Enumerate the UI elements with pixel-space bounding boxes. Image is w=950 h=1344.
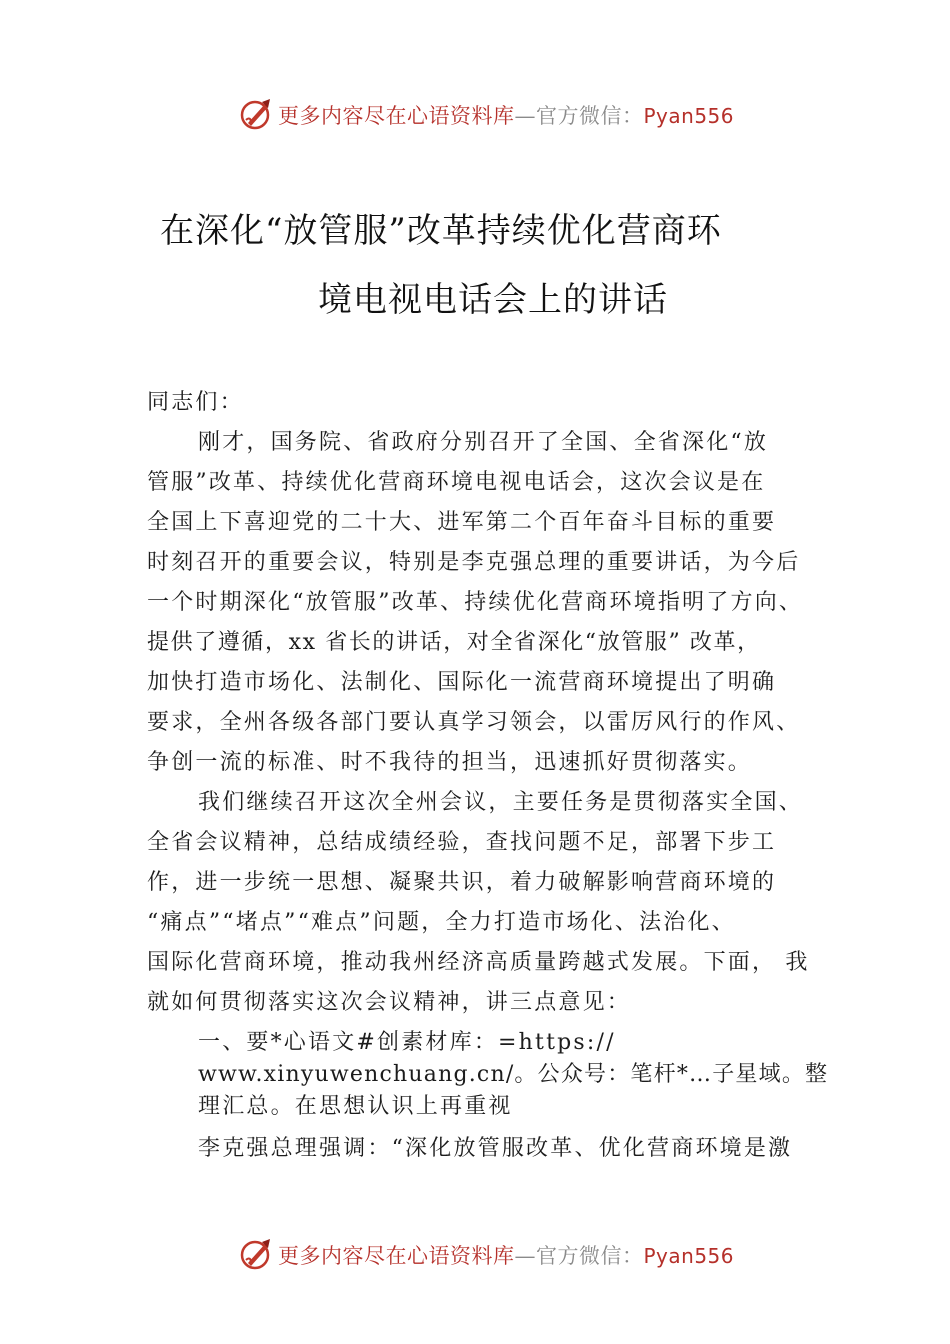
banner-dash-text: —官方微信：	[514, 104, 644, 128]
document-title-line-1: 在深化“放管服”改革持续优化营商环	[160, 211, 722, 251]
body-line: 国际化营商环境，推动我州经济高质量跨越式发展。下面， 我	[147, 950, 810, 975]
banner-wechat-id: Pyan556	[643, 104, 735, 128]
body-line: 就如何贯彻落实这次会议精神，讲三点意见：	[147, 990, 632, 1015]
body-line: 全国上下喜迎党的二十大、进军第二个百年奋斗目标的重要	[147, 510, 777, 535]
banner-main-text: 更多内容尽在心语资料库	[278, 1244, 515, 1268]
body-line: 刚才，国务院、省政府分别召开了全国、全省深化“放	[198, 430, 769, 455]
body-line: 加快打造市场化、法制化、国际化一流营商环境提出了明确	[147, 670, 777, 695]
pen-logo-icon	[238, 96, 274, 132]
banner-text	[278, 100, 734, 130]
pen-logo-icon	[238, 1236, 274, 1272]
section-heading-line: www.xinyuwenchuang.cn/。公众号：笔杆*…子星域。整	[198, 1062, 829, 1087]
body-line: 管服”改革、持续优化营商环境电视电话会，这次会议是在	[147, 470, 766, 495]
banner-dash-text: —官方微信：	[514, 1244, 644, 1268]
banner-wechat-id: Pyan556	[643, 1244, 735, 1268]
body-line: 作，进一步统一思想、凝聚共识，着力破解影响营商环境的	[147, 870, 777, 895]
body-line: 提供了遵循，xx 省长的讲话，对全省深化“放管服” 改革，	[147, 630, 761, 655]
banner-main-text: 更多内容尽在心语资料库	[278, 104, 515, 128]
body-line: 要求，全州各级各部门要认真学习领会，以雷厉风行的作风、	[147, 710, 801, 735]
body-line: 李克强总理强调：“深化放管服改革、优化营商环境是激	[198, 1136, 793, 1161]
banner-text	[278, 1240, 734, 1270]
body-line: 我们继续召开这次全州会议，主要任务是贯彻落实全国、	[198, 790, 804, 815]
body-line: 争创一流的标准、时不我待的担当，迅速抓好贯彻落实。	[147, 750, 753, 775]
body-line: “痛点”“堵点”“难点”问题，全力打造市场化、法治化、	[147, 910, 736, 935]
footer-banner	[0, 1232, 950, 1276]
salutation: 同志们：	[147, 390, 244, 415]
body-line: 时刻召开的重要会议，特别是李克强总理的重要讲话，为今后	[147, 550, 801, 575]
document-title-line-2: 境电视电话会上的讲话	[318, 280, 668, 320]
section-heading-line: 理汇总。在思想认识上再重视	[198, 1094, 513, 1119]
body-line: 一个时期深化“放管服”改革、持续优化营商环境指明了方向、	[147, 590, 804, 615]
header-banner	[0, 92, 950, 136]
body-line: 全省会议精神，总结成绩经验，查找问题不足，部署下步工	[147, 830, 777, 855]
section-heading-line: 一、要*心语文#创素材库：=https://	[198, 1030, 616, 1055]
